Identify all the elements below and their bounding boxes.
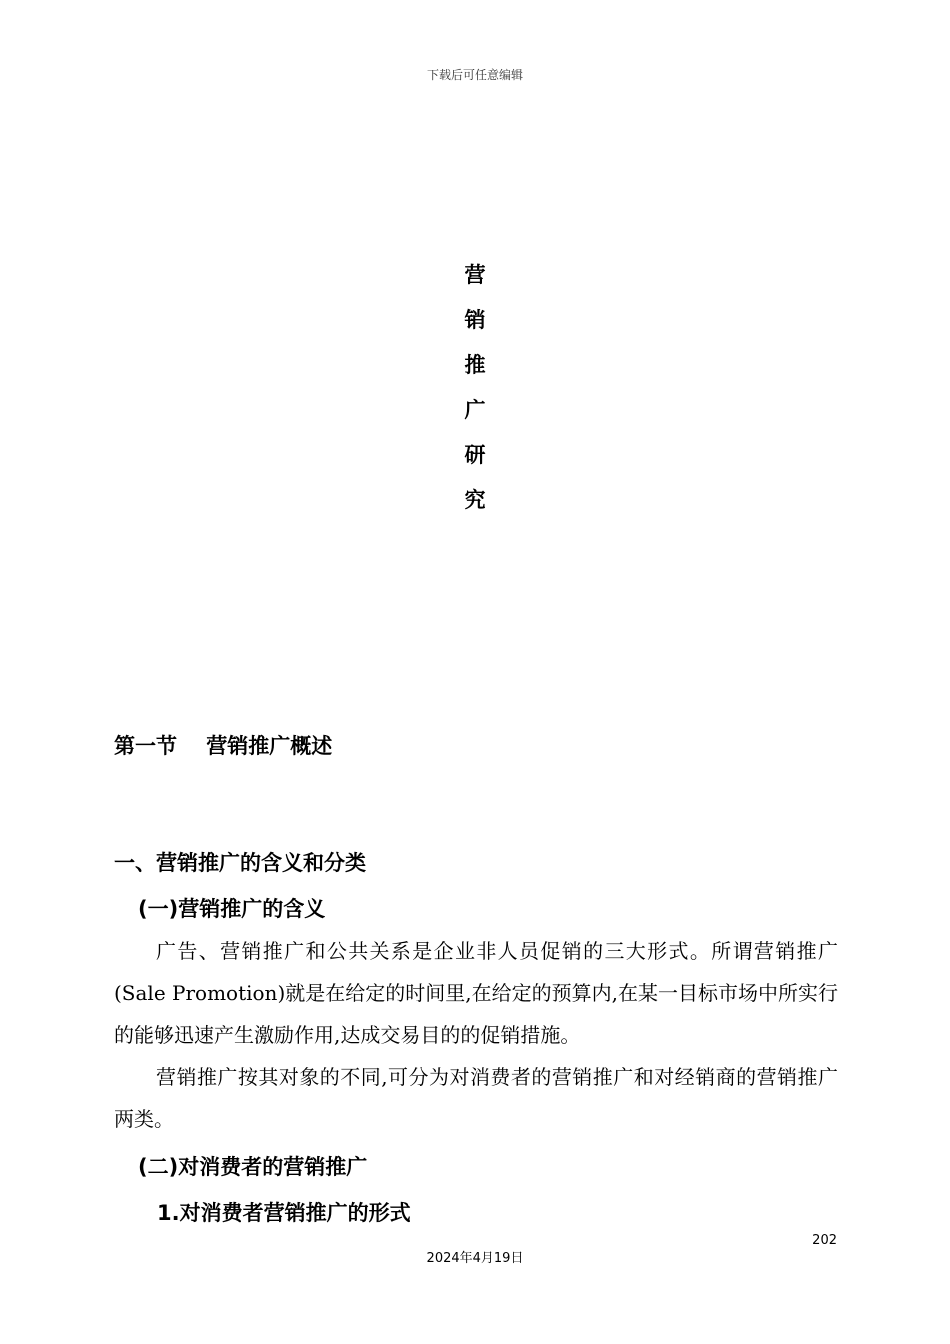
cover-title [455,258,495,528]
cover-title-char: 究 [464,488,486,512]
paragraph-classification: 营销推广按其对象的不同,可分为对消费者的营销推广和对经销商的营销推广两类。 [114,1065,838,1131]
cover-title-char: 销 [464,308,486,332]
subheading-meaning: (一)营销推广的含义 [138,897,326,921]
page-number: 202 [812,1233,837,1248]
heading-meaning-and-classification: 一、营销推广的含义和分类 [114,851,366,875]
cover-title-char: 营 [464,263,486,287]
subheading-consumer-promotion-forms: 1.对消费者营销推广的形式 [157,1201,411,1225]
page-footer-date: 2024年4月19日 [426,1251,524,1266]
cover-title-char: 广 [464,398,486,422]
section-title: 第一节 营销推广概述 [114,734,333,758]
cover-title-char: 研 [464,443,486,467]
subheading-consumer-promotion: (二)对消费者的营销推广 [138,1155,368,1179]
page-header: 下载后可任意编辑 [426,68,523,82]
cover-title-char: 推 [464,353,486,377]
paragraph-definition: 广告、营销推广和公共关系是企业非人员促销的三大形式。所谓营销推广(Sale Promotion)就是在给定的时间里,在给定的预算内,在某一目标市场中所实行的能够迅速产生激励作用,达成交易目的的促销措施。 [114,939,838,1047]
